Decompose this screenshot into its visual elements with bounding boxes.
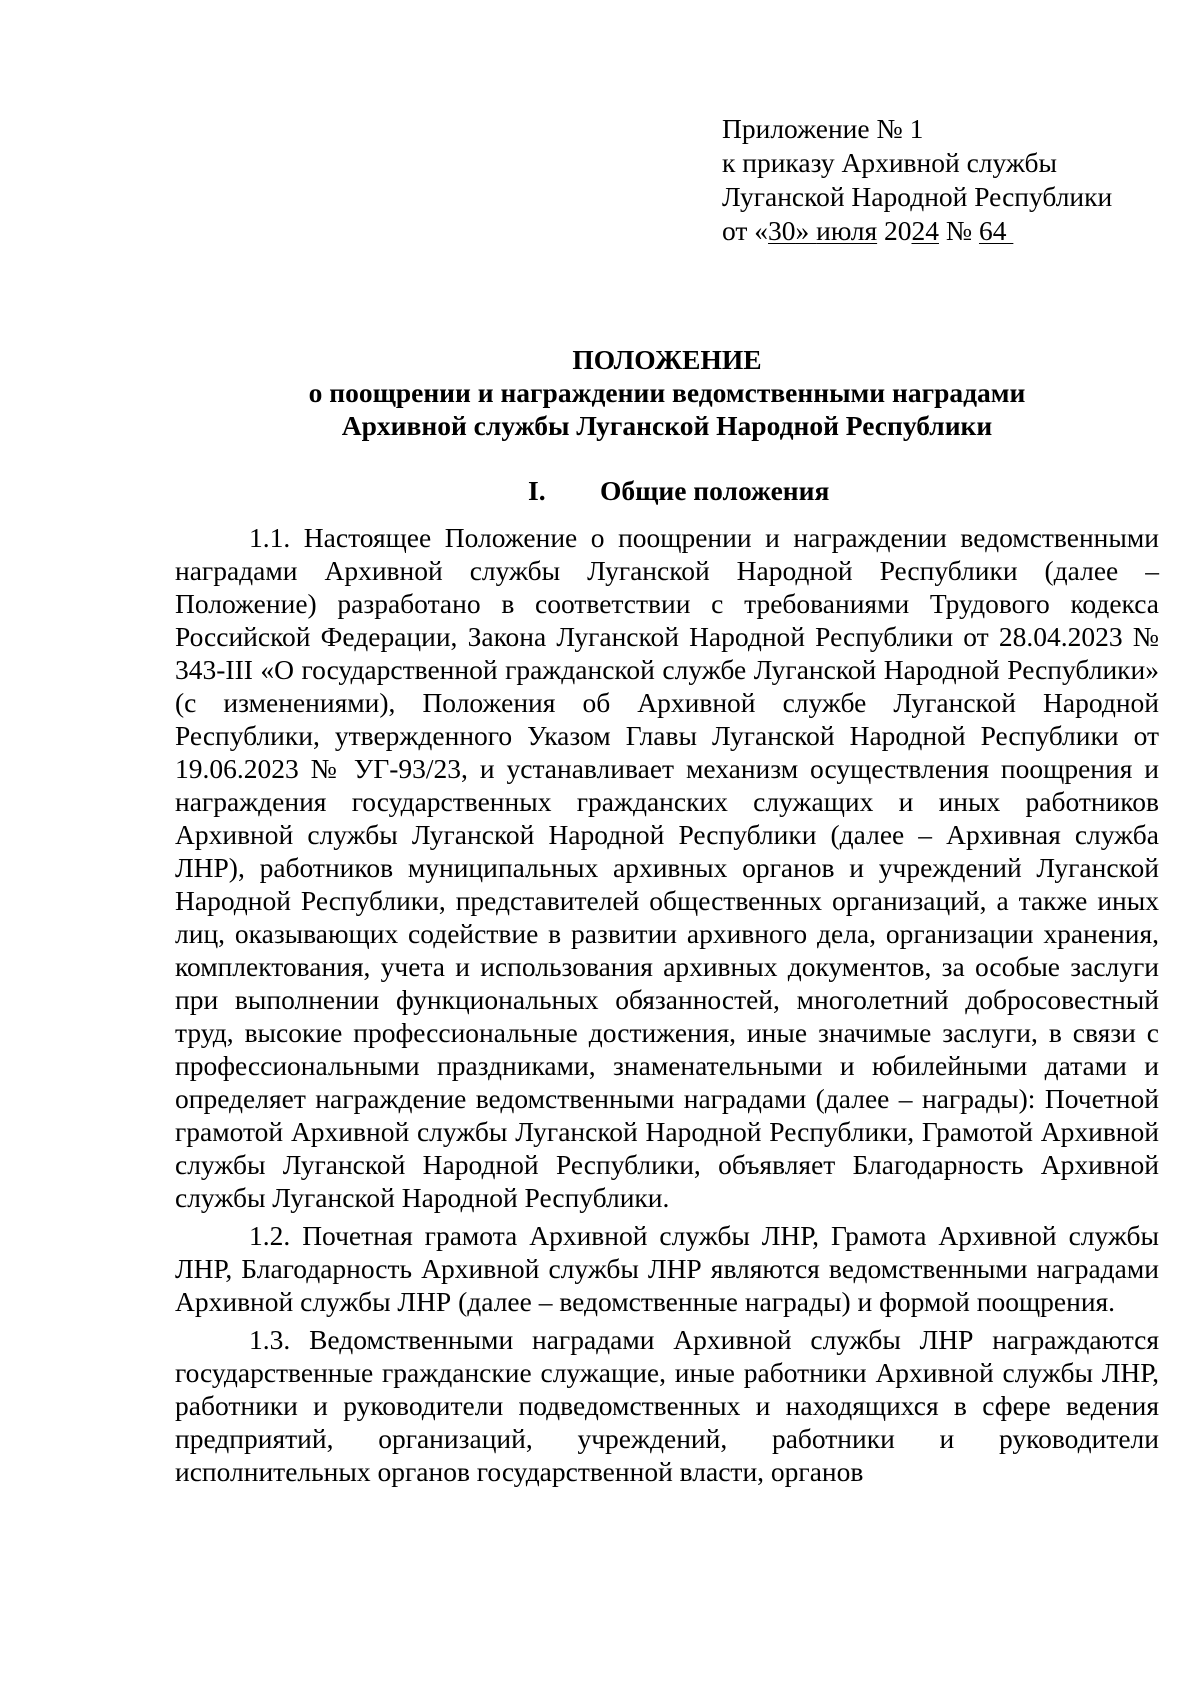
paragraph-1-3: 1.3. Ведомственными наградами Архивной службы ЛНР награждаются государственные гражданские служащие, иные работники Архивной службы ЛНР, работники и руководители подведомственных и находящихся в сфере ведения предприятий, организаций, учреждений, работники и руководители исполнительных органов государственной власти, органов bbox=[175, 1324, 1159, 1487]
date-year-suffix: 24 bbox=[911, 215, 939, 246]
body-text bbox=[175, 521, 1159, 1493]
appendix-date-line bbox=[722, 214, 1162, 248]
paragraph-1-1: 1.1. Настоящее Положение о поощрении и награждении ведомственными наградами Архивной службы Луганской Народной Республики (далее – Положение) разработано в соответствии с требованиями Трудового кодекса Российской Федерации, Закона Луганской Народной Республики от 28.04.2023 № 343-III «О государственной гражданской службе Луганской Народной Республики» (с изменениями), Положения об Архивной службе Луганской Народной Республики, утвержденного Указом Главы Луганской Народной Республики от 19.06.2023 № УГ-93/23, и устанавливает механизм осуществления поощрения и награждения государственных гражданских служащих и иных работников Архивной службы Луганской Народной Республики (далее – Архивная служба ЛНР), работников муниципальных архивных органов и учреждений Луганской Народной Республики, представителей общественных организаций, а также иных лиц, оказывающих содействие в развитии архивного дела, организации хранения, комплектования, учета и использования архивных документов, за особые заслуги при выполнении функциональных обязанностей, многолетний добросовестный труд, высокие профессиональные достижения, иные значимые заслуги, в связи с профессиональными праздниками, знаменательными и юбилейными датами и определяет награждение ведомственными наградами (далее – награды): Почетной грамотой Архивной службы Луганской Народной Республики, Грамотой Архивной службы Луганской Народной Республики, объявляет Благодарность Архивной службы Луганской Народной Республики. bbox=[175, 522, 1159, 1213]
date-mid: » bbox=[795, 215, 817, 246]
number-underline-tail bbox=[1006, 215, 1013, 246]
appendix-line-2: к приказу Архивной службы bbox=[722, 147, 1058, 178]
document-title bbox=[175, 343, 1159, 442]
date-month: июля bbox=[816, 215, 878, 246]
section-number: I. bbox=[528, 475, 546, 506]
date-day: 30 bbox=[768, 215, 796, 246]
paragraph-1-2: 1.2. Почетная грамота Архивной службы ЛНР, Грамота Архивной службы ЛНР, Благодарность Архивной службы ЛНР являются ведомственными наградами Архивной службы ЛНР (далее – ведомственные награды) и формой поощрения. bbox=[175, 1220, 1159, 1317]
number-sign: № bbox=[938, 215, 979, 246]
date-prefix: от « bbox=[722, 215, 769, 246]
appendix-line-1: Приложение № 1 bbox=[722, 113, 924, 144]
title-line-3: Архивной службы Луганской Народной Республики bbox=[341, 410, 993, 441]
section-title: Общие положения bbox=[600, 475, 830, 506]
appendix-header bbox=[722, 112, 1162, 248]
date-year-prefix: 20 bbox=[877, 215, 912, 246]
title-line-2: о поощрении и награждении ведомственными наградами bbox=[308, 377, 1026, 408]
appendix-line-3: Луганской Народной Республики bbox=[722, 181, 1113, 212]
title-line-1: ПОЛОЖЕНИЕ bbox=[572, 344, 762, 375]
order-number: 64 bbox=[978, 215, 1007, 246]
